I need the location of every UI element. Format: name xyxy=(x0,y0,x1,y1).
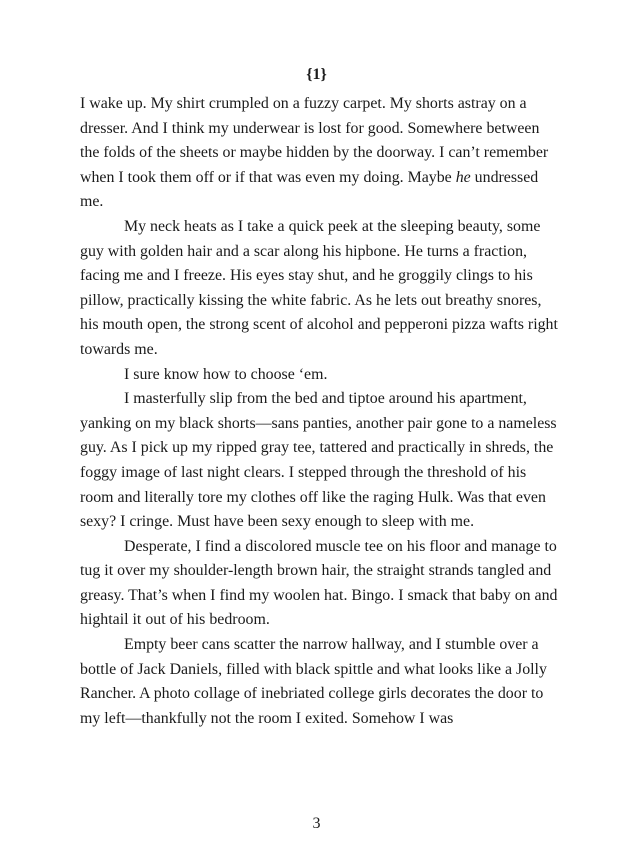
page-number: 3 xyxy=(312,815,321,832)
chapter-heading: {1} xyxy=(306,66,327,83)
paragraph-5: Desperate, I find a discolored muscle tee on his floor and manage to tug it over my shoulder-length brown hair, the straight strands tangled and greasy. That’s when I find my woolen hat. Bingo. I smack that baby on and hightail it out of his bedroom. xyxy=(80,537,558,629)
paragraph-3: I sure know how to choose ‘em. xyxy=(124,365,328,383)
paragraph-4: I masterfully slip from the bed and tiptoe around his apartment, yanking on my black shorts—sans panties, another pair gone to a nameless guy. As I pick up my ripped gray tee, tattered and practically in shreds, the foggy image of last night clears. I stepped through the threshold of his room and literally tore my clothes off like the raging Hulk. Was that even sexy? I cringe. Must have been sexy enough to sleep with me. xyxy=(80,390,557,531)
paragraph-1-emphasis: he xyxy=(455,168,471,186)
body-text xyxy=(80,92,558,731)
paragraph-6: Empty beer cans scatter the narrow hallway, and I stumble over a bottle of Jack Daniels, filled with black spittle and what looks like a Jolly Rancher. A photo collage of inebriated college girls decorates the door to my left—thankfully not the room I exited. Somehow I was xyxy=(80,636,547,727)
paragraph-1-text-end: undressed me. xyxy=(80,168,539,211)
paragraph-1-text-start: I wake up. My shirt crumpled on a fuzzy carpet. My shorts astray on a dresser. And I think my underwear is lost for good. Somewhere between the folds of the sheets or maybe hidden by the doorway. I can’t remember when I took them off or if that was even my doing. Maybe xyxy=(80,95,549,186)
paragraph-1 xyxy=(80,92,558,215)
paragraph-2: My neck heats as I take a quick peek at the sleeping beauty, some guy with golden hair and a scar along his hipbone. He turns a fraction, facing me and I freeze. His eyes stay shut, and he groggily clings to his pillow, practically kissing the white fabric. As he lets out breathy snores, his mouth open, the strong scent of alcohol and pepperoni pizza wafts right towards me. xyxy=(80,217,558,358)
